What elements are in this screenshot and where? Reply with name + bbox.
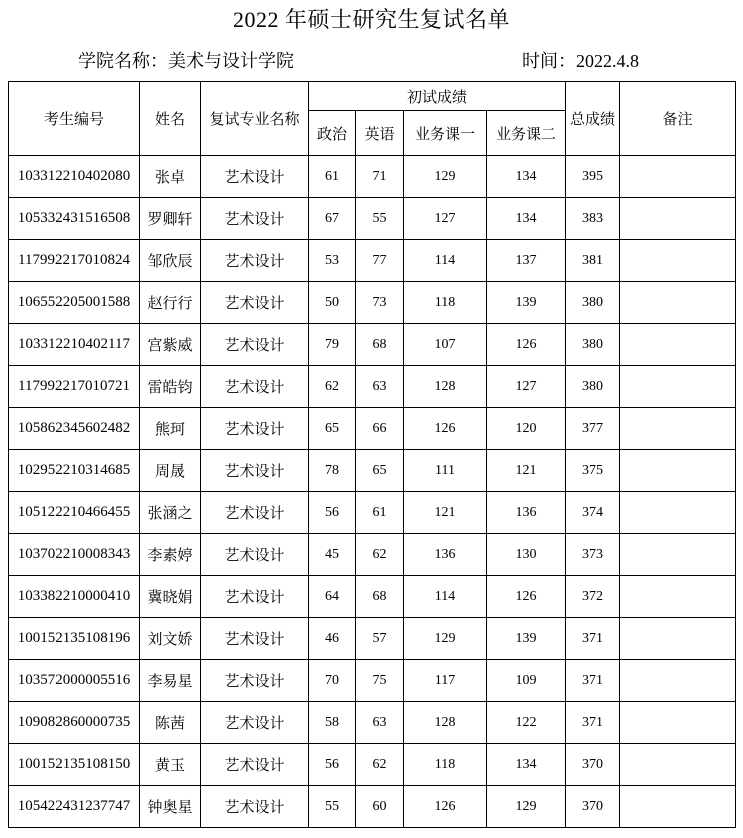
cell-candidate_id: 103572000005516 xyxy=(9,660,140,702)
table-row xyxy=(9,534,736,576)
cell-course1: 118 xyxy=(404,282,487,324)
cell-total: 395 xyxy=(566,156,620,198)
cell-candidate_id: 105862345602482 xyxy=(9,408,140,450)
table-row xyxy=(9,618,736,660)
cell-candidate_id: 100152135108196 xyxy=(9,618,140,660)
cell-total: 381 xyxy=(566,240,620,282)
cell-course1: 126 xyxy=(404,408,487,450)
cell-english: 63 xyxy=(356,366,404,408)
cell-course1: 128 xyxy=(404,702,487,744)
cell-english: 68 xyxy=(356,324,404,366)
col-header-remarks: 备注 xyxy=(620,82,736,156)
col-header-initial-scores: 初试成绩 xyxy=(309,82,566,111)
cell-name: 张涵之 xyxy=(140,492,201,534)
cell-remarks xyxy=(620,534,736,576)
cell-course2: 137 xyxy=(487,240,566,282)
cell-english: 73 xyxy=(356,282,404,324)
cell-english: 60 xyxy=(356,786,404,828)
cell-course1: 127 xyxy=(404,198,487,240)
table-row xyxy=(9,366,736,408)
cell-english: 62 xyxy=(356,744,404,786)
cell-candidate_id: 117992217010721 xyxy=(9,366,140,408)
cell-politics: 53 xyxy=(309,240,356,282)
cell-name: 刘文娇 xyxy=(140,618,201,660)
cell-candidate_id: 109082860000735 xyxy=(9,702,140,744)
cell-politics: 56 xyxy=(309,744,356,786)
cell-remarks xyxy=(620,660,736,702)
cell-remarks xyxy=(620,576,736,618)
col-header-english: 英语 xyxy=(356,111,404,156)
cell-course1: 136 xyxy=(404,534,487,576)
table-row xyxy=(9,198,736,240)
cell-total: 372 xyxy=(566,576,620,618)
cell-english: 75 xyxy=(356,660,404,702)
col-header-major: 复试专业名称 xyxy=(201,82,309,156)
col-header-course2: 业务课二 xyxy=(487,111,566,156)
table-row xyxy=(9,492,736,534)
cell-course2: 139 xyxy=(487,618,566,660)
table-row xyxy=(9,576,736,618)
college-name-label: 学院名称：美术与设计学院 xyxy=(78,51,294,71)
roster-table xyxy=(8,81,736,828)
cell-politics: 62 xyxy=(309,366,356,408)
cell-course1: 118 xyxy=(404,744,487,786)
cell-course2: 134 xyxy=(487,156,566,198)
header-row-group xyxy=(9,82,736,111)
col-header-course1: 业务课一 xyxy=(404,111,487,156)
table-row xyxy=(9,450,736,492)
cell-english: 77 xyxy=(356,240,404,282)
cell-total: 383 xyxy=(566,198,620,240)
cell-course1: 114 xyxy=(404,240,487,282)
cell-course2: 120 xyxy=(487,408,566,450)
cell-total: 380 xyxy=(566,324,620,366)
col-header-candidate-id: 考生编号 xyxy=(9,82,140,156)
table-row xyxy=(9,240,736,282)
cell-name: 罗卿轩 xyxy=(140,198,201,240)
cell-major: 艺术设计 xyxy=(201,744,309,786)
cell-total: 374 xyxy=(566,492,620,534)
cell-politics: 55 xyxy=(309,786,356,828)
col-header-name: 姓名 xyxy=(140,82,201,156)
cell-name: 张卓 xyxy=(140,156,201,198)
col-header-politics: 政治 xyxy=(309,111,356,156)
cell-candidate_id: 103312210402117 xyxy=(9,324,140,366)
cell-candidate_id: 117992217010824 xyxy=(9,240,140,282)
cell-course2: 139 xyxy=(487,282,566,324)
cell-course1: 128 xyxy=(404,366,487,408)
cell-remarks xyxy=(620,198,736,240)
date-label: 时间：2022.4.8 xyxy=(522,51,639,71)
cell-course2: 109 xyxy=(487,660,566,702)
table-row xyxy=(9,408,736,450)
document-page xyxy=(0,8,743,838)
cell-major: 艺术设计 xyxy=(201,492,309,534)
cell-total: 370 xyxy=(566,744,620,786)
table-header xyxy=(9,82,736,156)
cell-major: 艺术设计 xyxy=(201,366,309,408)
cell-remarks xyxy=(620,366,736,408)
cell-politics: 56 xyxy=(309,492,356,534)
cell-remarks xyxy=(620,702,736,744)
cell-total: 371 xyxy=(566,660,620,702)
cell-english: 66 xyxy=(356,408,404,450)
cell-english: 62 xyxy=(356,534,404,576)
cell-english: 61 xyxy=(356,492,404,534)
cell-remarks xyxy=(620,492,736,534)
cell-course1: 107 xyxy=(404,324,487,366)
cell-course2: 134 xyxy=(487,198,566,240)
cell-politics: 78 xyxy=(309,450,356,492)
cell-major: 艺术设计 xyxy=(201,156,309,198)
cell-name: 李易星 xyxy=(140,660,201,702)
cell-total: 377 xyxy=(566,408,620,450)
cell-course2: 129 xyxy=(487,786,566,828)
cell-course1: 121 xyxy=(404,492,487,534)
cell-candidate_id: 103382210000410 xyxy=(9,576,140,618)
cell-remarks xyxy=(620,324,736,366)
cell-english: 57 xyxy=(356,618,404,660)
cell-course1: 117 xyxy=(404,660,487,702)
cell-candidate_id: 105122210466455 xyxy=(9,492,140,534)
cell-politics: 65 xyxy=(309,408,356,450)
cell-name: 钟奥星 xyxy=(140,786,201,828)
cell-politics: 58 xyxy=(309,702,356,744)
cell-course2: 127 xyxy=(487,366,566,408)
table-row xyxy=(9,786,736,828)
cell-politics: 61 xyxy=(309,156,356,198)
page-title: 2022 年硕士研究生复试名单 xyxy=(232,7,510,32)
cell-remarks xyxy=(620,744,736,786)
cell-candidate_id: 102952210314685 xyxy=(9,450,140,492)
cell-major: 艺术设计 xyxy=(201,702,309,744)
cell-name: 赵行行 xyxy=(140,282,201,324)
cell-candidate_id: 103702210008343 xyxy=(9,534,140,576)
cell-course1: 111 xyxy=(404,450,487,492)
cell-remarks xyxy=(620,240,736,282)
cell-english: 63 xyxy=(356,702,404,744)
cell-major: 艺术设计 xyxy=(201,240,309,282)
cell-course2: 122 xyxy=(487,702,566,744)
cell-course1: 114 xyxy=(404,576,487,618)
cell-remarks xyxy=(620,618,736,660)
cell-politics: 70 xyxy=(309,660,356,702)
cell-name: 熊珂 xyxy=(140,408,201,450)
table-body xyxy=(9,156,736,828)
col-header-total: 总成绩 xyxy=(566,82,620,156)
table-row xyxy=(9,156,736,198)
cell-politics: 79 xyxy=(309,324,356,366)
cell-course1: 126 xyxy=(404,786,487,828)
cell-politics: 67 xyxy=(309,198,356,240)
cell-politics: 50 xyxy=(309,282,356,324)
cell-course1: 129 xyxy=(404,156,487,198)
cell-major: 艺术设计 xyxy=(201,198,309,240)
cell-name: 冀晓娟 xyxy=(140,576,201,618)
cell-total: 380 xyxy=(566,282,620,324)
info-row xyxy=(0,51,743,72)
table-row xyxy=(9,660,736,702)
cell-major: 艺术设计 xyxy=(201,576,309,618)
table-row xyxy=(9,744,736,786)
cell-major: 艺术设计 xyxy=(201,660,309,702)
cell-name: 雷皓钧 xyxy=(140,366,201,408)
cell-politics: 45 xyxy=(309,534,356,576)
table-row xyxy=(9,702,736,744)
cell-name: 黄玉 xyxy=(140,744,201,786)
cell-politics: 64 xyxy=(309,576,356,618)
cell-major: 艺术设计 xyxy=(201,450,309,492)
cell-major: 艺术设计 xyxy=(201,408,309,450)
cell-total: 380 xyxy=(566,366,620,408)
cell-course1: 129 xyxy=(404,618,487,660)
table-row xyxy=(9,324,736,366)
cell-name: 宫紫威 xyxy=(140,324,201,366)
cell-politics: 46 xyxy=(309,618,356,660)
cell-english: 68 xyxy=(356,576,404,618)
cell-total: 371 xyxy=(566,618,620,660)
cell-total: 375 xyxy=(566,450,620,492)
cell-candidate_id: 100152135108150 xyxy=(9,744,140,786)
cell-major: 艺术设计 xyxy=(201,282,309,324)
cell-total: 373 xyxy=(566,534,620,576)
cell-english: 65 xyxy=(356,450,404,492)
cell-course2: 126 xyxy=(487,324,566,366)
cell-name: 邹欣辰 xyxy=(140,240,201,282)
cell-candidate_id: 105332431516508 xyxy=(9,198,140,240)
cell-remarks xyxy=(620,786,736,828)
cell-course2: 130 xyxy=(487,534,566,576)
cell-total: 371 xyxy=(566,702,620,744)
cell-remarks xyxy=(620,156,736,198)
cell-english: 71 xyxy=(356,156,404,198)
cell-candidate_id: 106552205001588 xyxy=(9,282,140,324)
cell-total: 370 xyxy=(566,786,620,828)
cell-course2: 134 xyxy=(487,744,566,786)
cell-candidate_id: 105422431237747 xyxy=(9,786,140,828)
cell-remarks xyxy=(620,282,736,324)
cell-major: 艺术设计 xyxy=(201,786,309,828)
cell-major: 艺术设计 xyxy=(201,324,309,366)
cell-course2: 126 xyxy=(487,576,566,618)
table-row xyxy=(9,282,736,324)
cell-candidate_id: 103312210402080 xyxy=(9,156,140,198)
cell-remarks xyxy=(620,450,736,492)
cell-major: 艺术设计 xyxy=(201,534,309,576)
cell-name: 陈茜 xyxy=(140,702,201,744)
cell-major: 艺术设计 xyxy=(201,618,309,660)
cell-english: 55 xyxy=(356,198,404,240)
cell-course2: 136 xyxy=(487,492,566,534)
cell-name: 李素婷 xyxy=(140,534,201,576)
cell-remarks xyxy=(620,408,736,450)
cell-course2: 121 xyxy=(487,450,566,492)
cell-name: 周晟 xyxy=(140,450,201,492)
